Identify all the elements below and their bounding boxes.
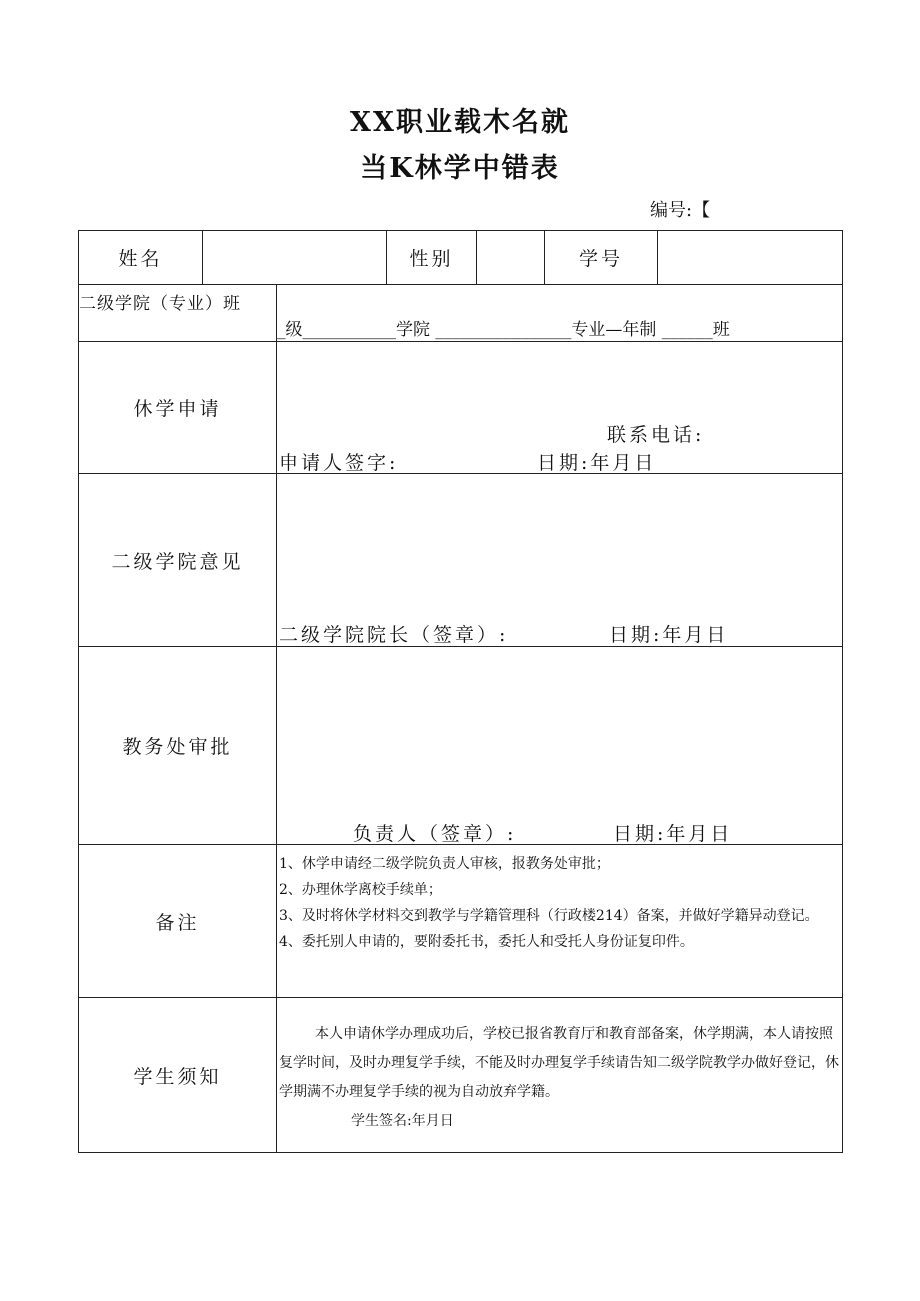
applicant-signature-label: 申请人签字: xyxy=(279,452,399,474)
gender-label: 性别 xyxy=(387,231,477,285)
academic-office-label: 教务处审批 xyxy=(79,647,277,845)
name-label: 姓名 xyxy=(79,231,203,285)
remarks-item: 4、委托别人申请的，要附委托书，委托人和受托人身份证复印件。 xyxy=(279,934,694,950)
leave-apply-content[interactable] xyxy=(277,342,843,474)
name-field[interactable] xyxy=(203,231,387,285)
student-id-field[interactable] xyxy=(658,231,843,285)
dean-signature-label: 二级学院院长（签章）: xyxy=(279,624,509,646)
student-id-label: 学号 xyxy=(545,231,658,285)
leave-application-table xyxy=(78,230,843,1153)
student-notice-content xyxy=(277,998,843,1153)
remarks-label: 备注 xyxy=(79,845,277,998)
academic-office-content[interactable] xyxy=(277,647,843,845)
college-opinion-label: 二级学院意见 xyxy=(79,474,277,647)
remarks-content xyxy=(277,845,843,998)
office-head-signature-label: 负责人（签章）: xyxy=(353,823,517,845)
phone-label: 联系电话: xyxy=(607,424,705,446)
college-class-field[interactable] xyxy=(277,285,843,342)
student-notice-row xyxy=(79,998,843,1153)
college-opinion-content[interactable] xyxy=(277,474,843,647)
office-date-label: 日期:年月日 xyxy=(613,823,733,845)
remarks-list xyxy=(277,845,842,955)
class-line-text: _级___________学院 ________________专业—年制 ______班 xyxy=(277,320,730,340)
college-class-row xyxy=(79,285,843,342)
college-class-label: 二级学院（专业）班 xyxy=(79,285,277,342)
leave-apply-label: 休学申请 xyxy=(79,342,277,474)
college-date-label: 日期:年月日 xyxy=(609,624,729,646)
college-opinion-row xyxy=(79,474,843,647)
gender-field[interactable] xyxy=(477,231,545,285)
basic-info-row xyxy=(79,231,843,285)
student-signature-line[interactable]: 学生签名:年月日 xyxy=(351,1113,454,1129)
form-title-line1: XX职业载木名就 xyxy=(350,107,570,138)
notice-text: 本人申请休学办理成功后，学校已报省教育厅和教育部备案，休学期满，本人请按照复学时间，及时办理复学手续，不能及时办理复学手续请告知二级学院教学办做好登记，休学期满不办理复学手续的视为自动放弃学籍。 xyxy=(279,1026,839,1100)
remarks-item: 2、办理休学离校手续单； xyxy=(279,882,442,898)
academic-office-row xyxy=(79,647,843,845)
form-title-line2: 当K林学中错表 xyxy=(360,153,560,184)
apply-date-label: 日期:年月日 xyxy=(537,452,657,474)
student-notice-label: 学生须知 xyxy=(79,998,277,1153)
remarks-row xyxy=(79,845,843,998)
remarks-item: 1、休学申请经二级学院负责人审核，报教务处审批； xyxy=(279,856,610,872)
leave-apply-row xyxy=(79,342,843,474)
document-number-label: 编号:【 xyxy=(650,200,711,221)
remarks-item: 3、及时将休学材料交到教学与学籍管理科（行政楼214）备案，并做好学籍异动登记。 xyxy=(279,908,819,924)
